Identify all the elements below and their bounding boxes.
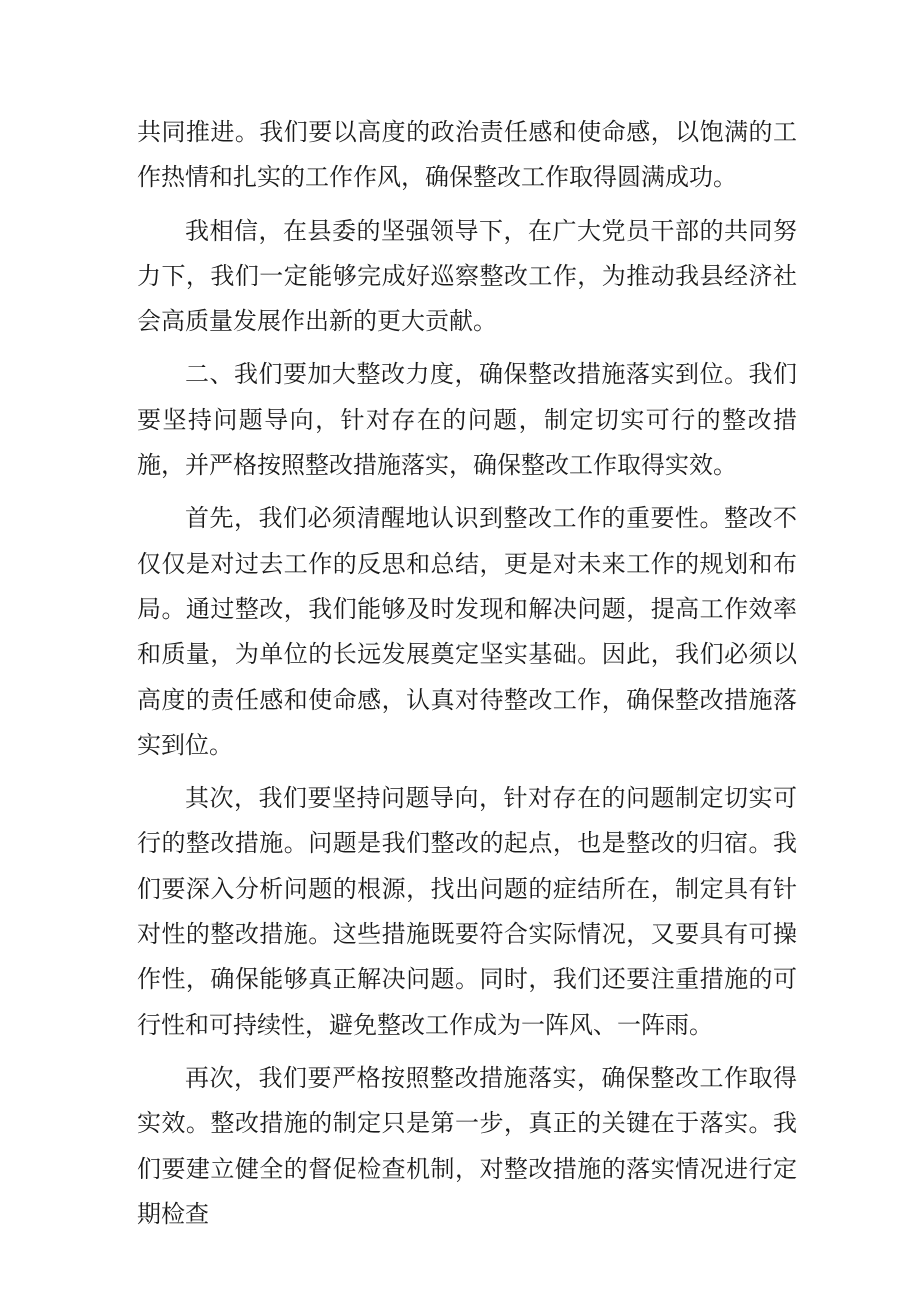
paragraph-1: 共同推进。我们要以高度的政治责任感和使命感，以饱满的工作热情和扎实的工作作风，确保整改工作取得圆满成功。 bbox=[137, 118, 797, 192]
paragraph-3: 二、我们要加大整改力度，确保整改措施落实到位。我们要坚持问题导向，针对存在的问题，制定切实可行的整改措施，并严格按照整改措施落实，确保整改工作取得实效。 bbox=[137, 360, 797, 480]
document-body bbox=[137, 110, 797, 1245]
paragraph-5: 其次，我们要坚持问题导向，针对存在的问题制定切实可行的整改措施。问题是我们整改的起点，也是整改的归宿。我们要深入分析问题的根源，找出问题的症结所在，制定具有针对性的整改措施。这些措施既要符合实际情况，又要具有可操作性，确保能够真正解决问题。同时，我们还要注重措施的可行性和可持续性，避免整改工作成为一阵风、一阵雨。 bbox=[137, 784, 797, 1039]
paragraph-2: 我相信，在县委的坚强领导下，在广大党员干部的共同努力下，我们一定能够完成好巡察整改工作，为推动我县经济社会高质量发展作出新的更大贡献。 bbox=[137, 216, 797, 336]
paragraph-4: 首先，我们必须清醒地认识到整改工作的重要性。整改不仅仅是对过去工作的反思和总结，更是对未来工作的规划和布局。通过整改，我们能够及时发现和解决问题，提高工作效率和质量，为单位的长远发展奠定坚实基础。因此，我们必须以高度的责任感和使命感，认真对待整改工作，确保整改措施落实到位。 bbox=[137, 504, 797, 759]
paragraph-6: 再次，我们要严格按照整改措施落实，确保整改工作取得实效。整改措施的制定只是第一步，真正的关键在于落实。我们要建立健全的督促检查机制，对整改措施的落实情况进行定期检查 bbox=[137, 1063, 797, 1228]
